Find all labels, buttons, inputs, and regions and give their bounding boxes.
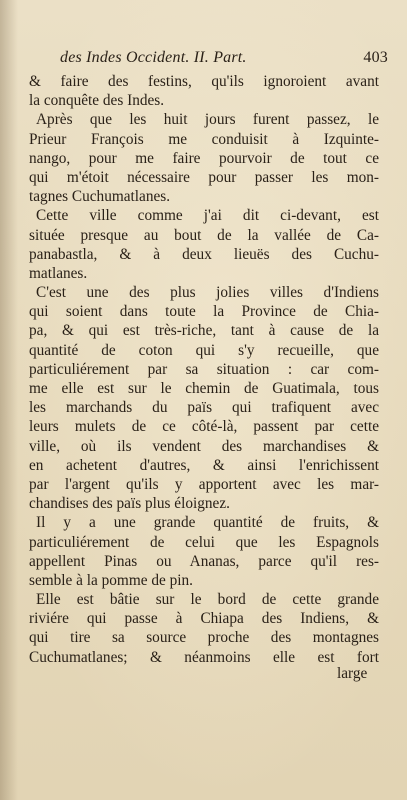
text-line: qui tire sa source proche des montagnes (29, 629, 379, 647)
text-line: Il y a une grande quantité de fruits, & (36, 514, 379, 532)
text-line: Après que les huit jours furent passez, le (36, 111, 379, 129)
text-line: matlanes. (29, 264, 88, 282)
text-line: la conquête des Indes. (29, 92, 165, 110)
text-line: qui soient dans toute la Province de Chia- (29, 303, 379, 321)
body-text (29, 72, 379, 667)
text-line: Cuchumatlanes; & néanmoins elle est fort (29, 648, 379, 666)
text-line: panabastla, & à deux lieuës des Cuchu- (29, 245, 379, 263)
text-line: me elle est sur le chemin de Guatimala, tous (29, 380, 379, 397)
running-head-title: des Indes Occident. II. Part. (60, 49, 247, 66)
running-head (60, 49, 388, 69)
text-line: semble à la pomme de pin. (29, 571, 193, 589)
text-line: C'est une des plus jolies villes d'Indiens (36, 284, 379, 302)
text-line: quantité de coton qui s'y recueille, que (29, 341, 379, 359)
text-line: par l'argent qu'ils y apportent avec les mar- (29, 475, 379, 493)
text-line: riviére qui passe à Chiapa des Indiens, & (29, 610, 379, 628)
text-line: appellent Pinas ou Ananas, parce qu'il res- (29, 552, 379, 570)
text-line: particuliérement de celui que les Espagnols (29, 533, 379, 551)
text-line: particuliérement par sa situation : car com- (29, 360, 379, 378)
text-line: située presque au bout de la vallée de Ca- (29, 226, 379, 244)
text-line: en achetent d'autres, & ainsi l'enrichissent (29, 456, 379, 474)
text-line: ville, où ils vendent des marchandises & (29, 437, 379, 455)
text-line: chandises des païs plus éloignez. (29, 495, 230, 513)
text-line: nango, pour me faire pourvoir de tout ce (29, 149, 379, 167)
text-line: Prieur François me conduisit à Izquinte- (29, 130, 379, 148)
text-line: pa, & qui est très-riche, tant à cause de la (29, 322, 379, 340)
text-line: leurs mulets de ce côté-là, passent par cette (29, 418, 379, 436)
gutter-shadow (0, 0, 18, 800)
text-line: & faire des festins, qu'ils ignoroient avant (29, 73, 379, 90)
text-line: qui m'étoit nécessaire pour passer les mon- (29, 168, 379, 186)
text-line: Elle est bâtie sur le bord de cette grande (36, 591, 379, 609)
text-line: tagnes Cuchumatlanes. (29, 188, 171, 206)
text-line: les marchands du païs qui trafiquent avec (29, 399, 379, 417)
page-number: 403 (363, 49, 388, 66)
text-line: Cette ville comme j'ai dit ci-devant, est (36, 207, 379, 225)
catchword: large (337, 665, 368, 682)
